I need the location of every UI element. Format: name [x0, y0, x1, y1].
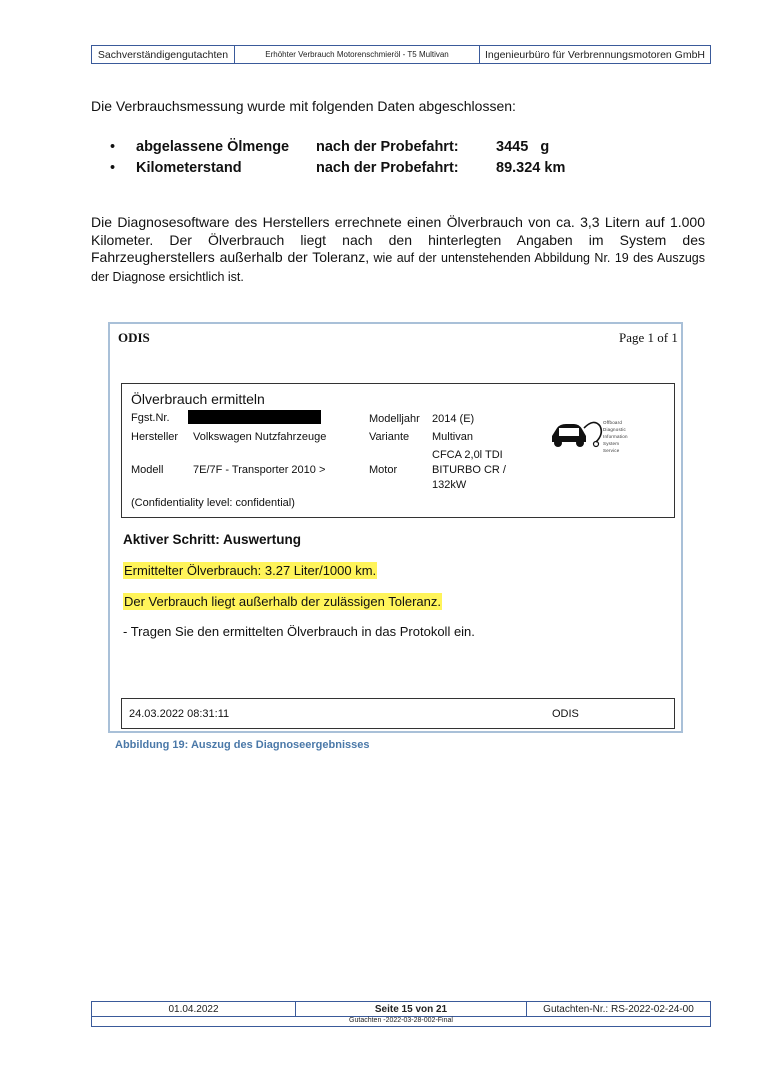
header-left: Sachverständigengutachten	[92, 46, 235, 63]
figure-footer-date: 24.03.2022 08:31:11	[129, 708, 230, 720]
modelljahr-value: 2014 (E)	[432, 413, 475, 425]
footer-date: 01.04.2022	[92, 1002, 296, 1016]
bullet-label: Kilometerstand	[136, 160, 242, 176]
motor-label: Motor	[369, 464, 398, 476]
footer-page: Seite 15 von 21	[296, 1002, 527, 1016]
odis-app-label: ODIS	[118, 330, 150, 345]
paragraph-main: Die Diagnosesoftware des Herstellers errechnete einen Ölverbrauch von ca. 3,3 Litern auf 1.000 Kilometer. Der Ölverbrauch liegt nach den hinterlegten Angaben im System des Fahrzeugherstellers außerhalb der Toleranz,	[91, 214, 705, 265]
logo-line: Diagnostic	[603, 427, 627, 432]
car-stethoscope-icon	[548, 414, 606, 454]
figure-title: Ölverbrauch ermitteln	[131, 391, 265, 407]
logo-line: System	[603, 441, 620, 446]
footer-ref: Gutachten-Nr.: RS-2022-02-24-00	[543, 1003, 694, 1015]
logo-line: Service	[603, 448, 620, 453]
modelljahr-label: Modelljahr	[369, 413, 420, 425]
logo-line: Offboard	[603, 420, 623, 425]
instruction-text: - Tragen Sie den ermittelten Ölverbrauch in das Protokoll ein.	[123, 624, 475, 639]
header-right: Ingenieurbüro für Verbrennungsmotoren GmbH	[484, 48, 706, 61]
motor-value-1: CFCA 2,0l TDI	[432, 449, 503, 461]
fgst-label: Fgst.Nr.	[131, 412, 170, 424]
motor-value-3: 132kW	[432, 479, 467, 491]
bullet-dot: •	[110, 139, 116, 155]
bullet-label: abgelassene Ölmenge	[136, 139, 290, 155]
hersteller-label: Hersteller	[131, 431, 179, 443]
paragraph-small: wie auf der untenstehenden Abbildung Nr. 19 des Auszugs der Diagnose ersichtlich ist.	[91, 251, 705, 284]
page-indicator: Page 1 of 1	[619, 330, 678, 345]
hersteller-value: Volkswagen Nutzfahrzeuge	[193, 431, 327, 443]
bullet-value: 3445 g	[496, 139, 550, 155]
modell-label: Modell	[131, 464, 164, 476]
active-step: Aktiver Schritt: Auswertung	[123, 532, 302, 547]
bullet-dot: •	[110, 160, 116, 176]
figure-caption: Abbildung 19: Auszug des Diagnoseergebnisses	[115, 739, 370, 751]
bullet-mid: nach der Probefahrt:	[316, 139, 459, 155]
logo-line: Information	[603, 434, 628, 439]
variante-value: Multivan	[432, 431, 473, 443]
footer-file: Gutachten -2022-03-28-002-Final	[349, 1017, 453, 1024]
page-header	[91, 45, 711, 64]
oil-consumption-result: Ermittelter Ölverbrauch: 3.27 Liter/1000 km.	[124, 563, 377, 578]
figure-footer-app: ODIS	[552, 708, 579, 720]
bullet-value: 89.324 km	[496, 160, 566, 176]
variante-label: Variante	[369, 431, 410, 443]
tolerance-result: Der Verbrauch liegt außerhalb der zulässigen Toleranz.	[124, 594, 441, 609]
page-footer	[91, 1001, 711, 1027]
redacted-vin	[188, 410, 321, 424]
intro-text: Die Verbrauchsmessung wurde mit folgenden Daten abgeschlossen:	[91, 98, 516, 114]
logo-text	[603, 419, 628, 454]
confidentiality-note: (Confidentiality level: confidential)	[131, 497, 295, 509]
bullet-mid: nach der Probefahrt:	[316, 160, 459, 176]
diagnosis-paragraph	[91, 214, 705, 286]
modell-value: 7E/7F - Transporter 2010 >	[193, 464, 326, 476]
motor-value-2: BITURBO CR /	[432, 464, 506, 476]
header-center: Erhöhter Verbrauch Motorenschmieröl - T5 Multivan	[235, 46, 480, 63]
